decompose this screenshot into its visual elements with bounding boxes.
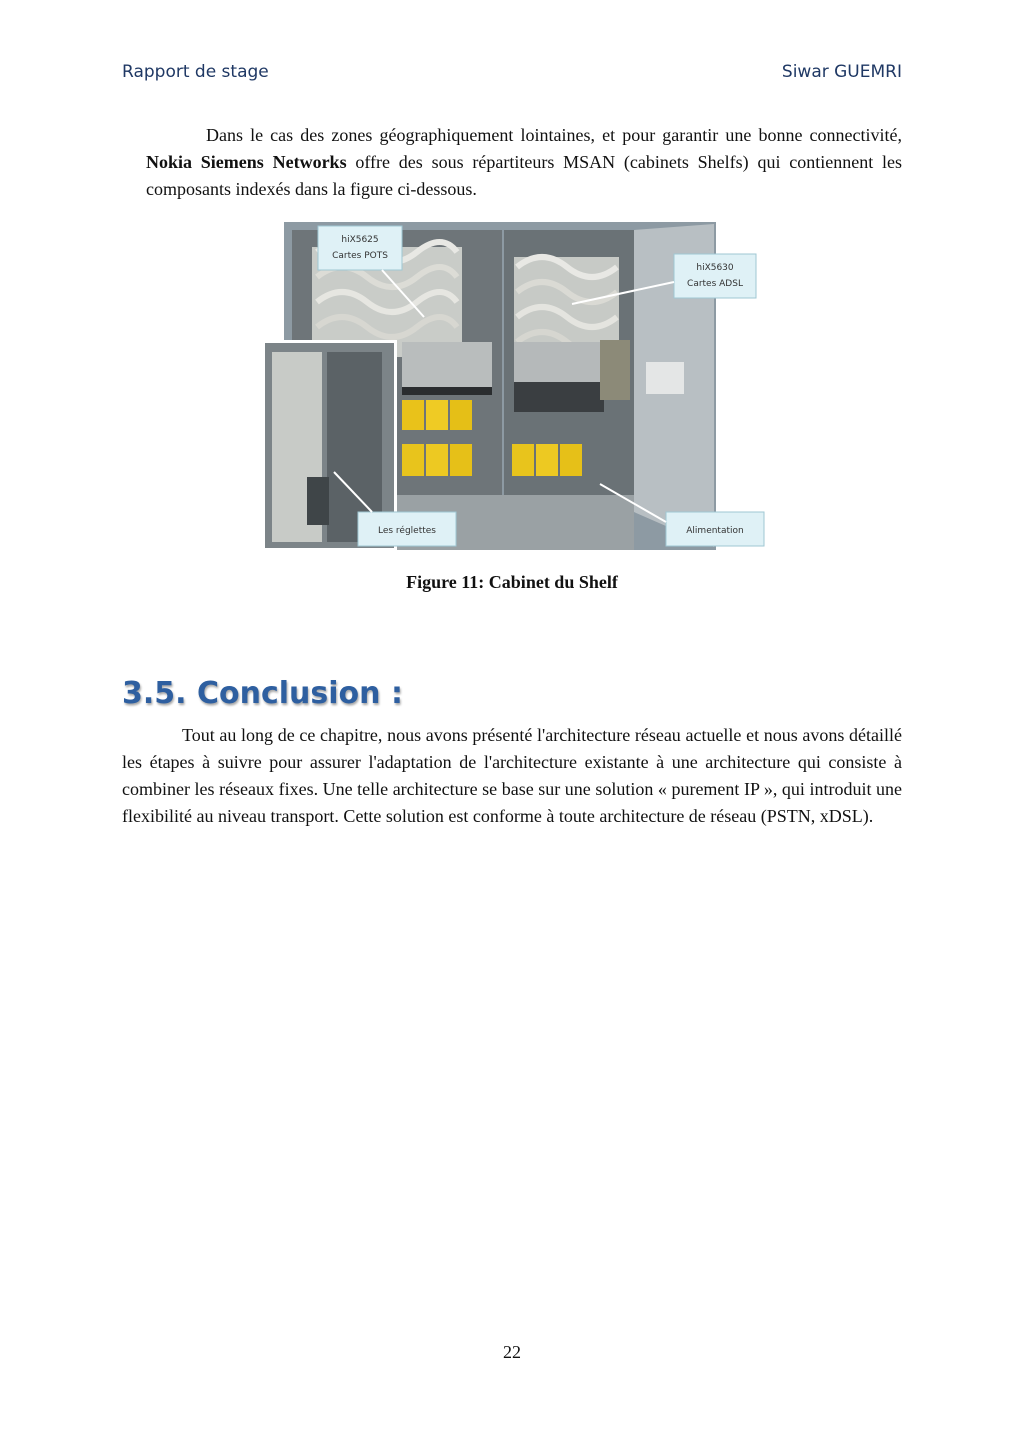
label-adsl-line2: Cartes ADSL (687, 279, 743, 289)
power-unit (600, 340, 630, 400)
cabinet-figure (262, 222, 765, 550)
figure-caption: Figure 11: Cabinet du Shelf (406, 572, 618, 592)
conclusion-paragraph: Tout au long de ce chapitre, nous avons présenté l'architecture réseau actuelle et nous avons détaillé les étapes à suivre pour assurer l'adaptation de l'architecture existante à une architecture qui consiste à combiner les réseaux fixes. Une telle architecture se base sur une solution « purement IP », qui introduit une flexibilité au niveau transport. Cette solution est conforme à toute architecture de réseau (PSTN, xDSL). (122, 725, 902, 826)
adsl-shelf (514, 342, 604, 382)
cabinet-photo (262, 222, 765, 550)
header-title: Rapport de stage (122, 62, 269, 82)
door-box (646, 362, 684, 394)
cable-bundles-right (514, 257, 619, 352)
label-pots-line2: Cartes POTS (332, 251, 388, 261)
header-author: Siwar GUEMRI (781, 62, 902, 82)
label-pots-line1: hiX5625 (341, 235, 379, 245)
intro-text-before: Dans le cas des zones géographiquement lointaines, et pour garantir une bonne connectivité, (206, 125, 902, 145)
intro-text-after: offre des sous répartiteurs MSAN (cabinets Shelfs) qui contiennent les composants indexés dans la figure ci-dessous. (146, 152, 902, 199)
section-title: 3.5. Conclusion : (122, 676, 403, 711)
company-name: Nokia Siemens Networks (146, 152, 347, 172)
label-alimentation-text: Alimentation (686, 526, 744, 536)
pots-shelf (402, 342, 492, 387)
page-number: 22 (503, 1342, 521, 1362)
label-reglettes-text: Les réglettes (377, 526, 437, 536)
batteries-right (512, 444, 582, 476)
intro-paragraph (146, 122, 902, 203)
label-adsl-line1: hiX5630 (696, 263, 734, 273)
